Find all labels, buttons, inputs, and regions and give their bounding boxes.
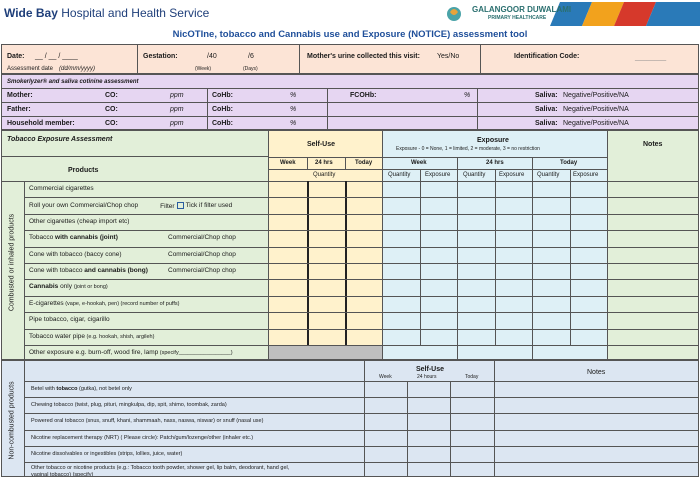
smoke-row-co: CO:: [105, 120, 118, 127]
filter-hint: Tick if filter used: [185, 202, 233, 210]
smoke-row-cohb: CoHb:: [212, 120, 233, 127]
self-use-week: Week: [280, 160, 296, 166]
product-row: [29, 235, 118, 242]
date-hint: Assessment date: [7, 66, 54, 72]
date-format-hint: (dd/mm/yyyy): [59, 66, 95, 72]
date-label: Date:: [7, 53, 25, 60]
product-row: [29, 186, 94, 193]
visit-details: [1, 44, 699, 74]
smoke-row-ppm: ppm: [170, 106, 184, 113]
product-label-bold: Cannabis: [29, 283, 59, 291]
exposure-today-quantity: Quantity: [537, 172, 560, 178]
id-label: Identification Code:: [514, 53, 580, 60]
noncomb-notes-header: Notes: [587, 369, 606, 376]
product-row: [29, 268, 148, 275]
smoke-row-fcohb: FCOHb:: [350, 92, 377, 99]
product-label: Tobacco water pipe: [29, 332, 86, 340]
filter-label: Filter: [160, 202, 175, 210]
product-label: Cone with tobacco: [29, 267, 85, 274]
exposure-today-exposure: Exposure: [573, 172, 599, 178]
noncomb-today: Today: [465, 374, 479, 380]
noncomb-label: Nicotine replacement therapy (NRT) ( Please circle): Patch/gum/lozenge/other (inhaler etc.): [31, 434, 254, 441]
self-use-today: Today: [355, 160, 373, 166]
non-combusted-section: [1, 360, 699, 477]
noncomb-label-bold: tobacco: [56, 386, 78, 392]
noncomb-label: Other tobacco or nicotine products (e.g.: Tobacco tooth powder, shower gel, lip balm, deodorant, hand gel,: [31, 465, 290, 471]
smoke-row-who: Household member:: [7, 120, 75, 127]
self-use-quantity: Quantity: [313, 172, 336, 178]
noncomb-label: Betel with: [31, 386, 57, 392]
combusted-side-label: Combusted or inhaled products: [8, 213, 16, 312]
exposure-scale: Exposure - 0 = None, 1 = limited, 2 = moderate, 3 = no restriction: [396, 146, 540, 152]
gestation-week-hint: (Week): [195, 66, 212, 72]
smokerlyzer-section: [1, 74, 699, 130]
exposure-header: Exposure: [477, 137, 509, 144]
product-row: [29, 301, 179, 308]
self-use-24hrs: 24 hrs: [315, 160, 333, 166]
exposure-24h-exposure: Exposure: [499, 172, 525, 178]
product-row: [29, 317, 110, 324]
smoke-row-who: Mother:: [7, 92, 33, 99]
date-field[interactable]: __ / __ / ____: [35, 53, 78, 60]
product-label-bold: with cannabis (joint): [55, 234, 118, 242]
smoke-row-co: CO:: [105, 92, 118, 99]
product-label: E-cigarettes: [29, 299, 64, 307]
noncomb-24hours: 24 hours: [417, 374, 437, 380]
gestation-days-field[interactable]: /6: [248, 53, 254, 60]
product-label: Tobacco: [29, 234, 56, 242]
product-label: Cone with tobacco (baccy cone): [29, 250, 122, 258]
noncomb-row: [31, 418, 263, 425]
product-row: [29, 252, 122, 259]
logo: [442, 2, 700, 26]
smoke-row-saliva: Saliva:: [535, 106, 558, 113]
notes-header: Notes: [643, 141, 663, 148]
product-label: Other exposure e.g. burn-off, wood fire, lamp: [29, 349, 159, 356]
smokerlyzer-heading: Smokerlyzer® and saliva cotinine assessment: [7, 79, 139, 85]
product-label: Other cigarettes (cheap import etc): [29, 217, 130, 225]
exposure-week: Week: [411, 160, 427, 166]
exposure-week-exposure: Exposure: [425, 172, 451, 178]
product-row: [29, 219, 129, 226]
product-row: [29, 202, 232, 210]
id-field[interactable]: ________: [635, 54, 667, 61]
noncomb-label-line2: vaginal tobacco) (specify): [31, 471, 94, 477]
product-row: [29, 350, 233, 357]
exposure-24h-quantity: Quantity: [463, 172, 486, 178]
exposure-week-quantity: Quantity: [388, 172, 411, 178]
gestation-days-hint: (Days): [243, 66, 258, 72]
self-use-header: Self-Use: [307, 141, 336, 148]
noncomb-row: [31, 451, 182, 458]
brand-name: Wide Bay Hospital and Health Service: [4, 6, 210, 20]
gestation-weeks-field[interactable]: /40: [207, 53, 217, 60]
product-hint: (joint or bong): [73, 284, 108, 291]
noncomb-row: [31, 386, 132, 393]
smoke-row-percent: %: [290, 106, 297, 113]
smoke-row-percent: %: [290, 92, 297, 99]
product-hint: (specify_________________): [158, 350, 233, 356]
product-label: Pipe tobacco, cigar, cigarillo: [29, 316, 110, 324]
exposure-today: Today: [560, 160, 578, 166]
smoke-row-saliva: Saliva:: [535, 120, 558, 127]
noncomb-side-label: Non-combusted products: [8, 381, 16, 460]
noncomb-week: Week: [379, 374, 392, 380]
tobacco-heading: Tobacco Exposure Assessment: [7, 136, 113, 143]
smoke-row-saliva-options[interactable]: Negative/Positive/NA: [563, 120, 629, 127]
page-title: NicOTIne, tobacco and Cannabis use and Exposure (NOTICE) assessment tool: [172, 29, 528, 40]
smoke-row-cohb: CoHb:: [212, 106, 233, 113]
product-source: Commercial/Chop chop: [168, 250, 236, 258]
noncomb-row: [31, 465, 289, 477]
smoke-row-cohb: CoHb:: [212, 92, 233, 99]
urine-label: Mother's urine collected this visit:: [307, 53, 420, 60]
product-label: Roll your own Commercial/Chop chop: [29, 202, 139, 210]
tobacco-exposure-section: [1, 130, 699, 360]
smoke-row-saliva-options[interactable]: Negative/Positive/NA: [563, 92, 629, 99]
noncomb-row: [31, 435, 253, 442]
smoke-row-ppm: ppm: [170, 92, 184, 99]
noncomb-label: Nicotine dissolvables or ingestibles (strips, lollies, juice, water): [31, 450, 183, 457]
exposure-24hrs: 24 hrs: [486, 160, 504, 166]
gestation-label: Gestation:: [143, 53, 178, 60]
logo-subtitle: PRIMARY HEALTHCARE: [488, 15, 547, 21]
noncomb-label: Powered oral tobacco (snus, snuff, khani, shammaah, nass, naswa, niswar) or snuff (nasal use): [31, 418, 264, 425]
smoke-row-who: Father:: [7, 106, 31, 113]
noncomb-label-suffix: (gutka), not betel only: [77, 386, 132, 392]
noncomb-label: Chewing tobacco (twist, plug, pituri, mingkulpa, dip, spit, shimo, toombak, zarda): [31, 402, 227, 409]
smoke-row-co: CO:: [105, 106, 118, 113]
product-source: Commercial/Chop chop: [168, 267, 236, 274]
product-label: Commercial cigarettes: [29, 185, 94, 192]
smoke-row-ppm: ppm: [170, 120, 184, 127]
product-row: [29, 284, 108, 291]
product-row: [29, 334, 154, 341]
logo-name: GALANGOOR DUWALAMI: [472, 5, 572, 14]
noncomb-self-use-header: Self-Use: [416, 366, 445, 373]
smoke-row-fcohb-percent: %: [464, 92, 471, 99]
product-label-suffix: only: [58, 283, 74, 291]
smoke-row-saliva: Saliva:: [535, 92, 558, 99]
urine-field[interactable]: Yes/No: [437, 53, 460, 60]
product-hint: (vape, e-hookah, pen) (record number of puffs): [63, 300, 180, 307]
product-source: Commercial/Chop chop: [168, 234, 236, 242]
noncomb-row: [31, 402, 227, 409]
smoke-row-saliva-options[interactable]: Negative/Positive/NA: [563, 106, 629, 113]
filter-checkbox[interactable]: [177, 202, 184, 209]
product-hint: (e.g. hookah, shish, argileh): [85, 333, 155, 340]
product-label-bold: and cannabis (bong): [84, 267, 148, 274]
products-header: Products: [68, 167, 99, 174]
smoke-row-percent: %: [290, 120, 297, 127]
